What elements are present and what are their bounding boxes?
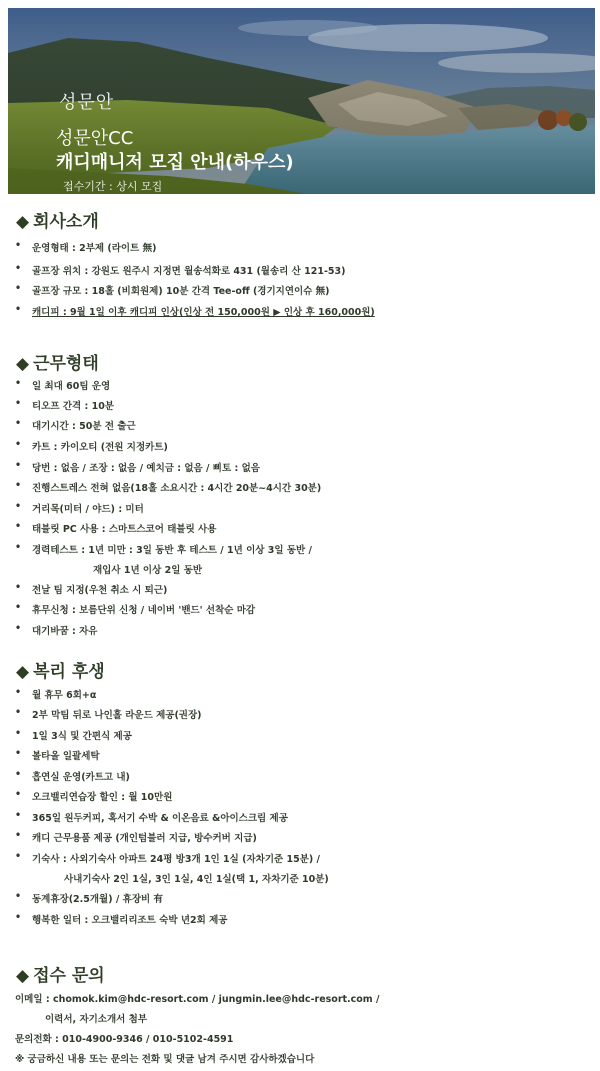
company-caddie-fee: 캐디피 : 9월 1일 이후 캐디피 인상(인상 전 150,000원 ▶ 인상 후 160,000원)	[32, 307, 375, 318]
section-title-contact: ◆ 접수 문의	[16, 966, 105, 986]
benefit-item: 동계휴장(2.5개월) / 휴장비 有	[32, 894, 163, 905]
section-title-work: ◆ 근무형태	[16, 354, 99, 374]
bullet-icon: •	[15, 891, 22, 902]
benefit-item: 365일 원두커피, 혹서기 수박 & 이온음료 &아이스크림 제공	[32, 813, 288, 824]
bullet-icon: •	[15, 378, 22, 389]
benefit-item: 행복한 일터 : 오크밸리리조트 숙박 년2회 제공	[32, 915, 228, 926]
bullet-icon: •	[15, 623, 22, 634]
diamond-icon: ◆	[16, 212, 30, 232]
work-item: 당번 : 없음 / 조장 : 없음 / 예치금 : 없음 / 삐토 : 없음	[32, 463, 260, 474]
benefit-item: 월 휴무 6회+α	[32, 690, 97, 701]
contact-note: ※ 궁금하신 내용 또는 문의는 전화 및 댓글 남겨 주시면 감사하겠습니다	[15, 1054, 315, 1065]
contact-email-attachments: 이력서, 자기소개서 첨부	[45, 1014, 147, 1025]
work-item: 휴무신청 : 보름단위 신청 / 네이버 '밴드' 선착순 마감	[32, 605, 256, 616]
work-item: 티오프 간격 : 10분	[32, 401, 115, 412]
bullet-icon: •	[15, 582, 22, 593]
bullet-icon: •	[15, 687, 22, 698]
recruitment-title: 캐디매니저 모집 안내(하우스)	[56, 152, 294, 173]
benefit-item: 흡연실 운영(카트고 내)	[32, 772, 130, 783]
work-item: 태블릿 PC 사용 : 스마트스코어 태블릿 사용	[32, 524, 217, 535]
bullet-icon: •	[15, 830, 22, 841]
bullet-icon: •	[15, 240, 22, 251]
bullet-icon: •	[15, 789, 22, 800]
bullet-icon: •	[15, 480, 22, 491]
diamond-icon: ◆	[16, 662, 30, 682]
benefit-item: 1일 3식 및 간편식 제공	[32, 731, 132, 742]
work-item: 거리목(미터 / 야드) : 미터	[32, 504, 144, 515]
work-item: 진행스트레스 전혀 없음(18홀 소요시간 : 4시간 20분~4시간 30분)	[32, 483, 322, 494]
diamond-icon: ◆	[16, 966, 30, 986]
work-item: 대기시간 : 50분 전 출근	[32, 421, 136, 432]
bullet-icon: •	[15, 501, 22, 512]
application-period: 접수기간 : 상시 모집	[63, 180, 163, 193]
bullet-icon: •	[15, 398, 22, 409]
resort-logo-text: 성문안	[59, 92, 115, 113]
contact-email[interactable]: 이메일 : chomok.kim@hdc-resort.com / jungmin.lee@hdc-resort.com /	[15, 994, 380, 1005]
company-operation-type: 운영형태 : 2부제 (라이트 無)	[32, 243, 157, 254]
course-name: 성문안CC	[56, 128, 134, 149]
work-item: 대기바꿈 : 자유	[32, 626, 98, 637]
bullet-icon: •	[15, 460, 22, 471]
benefit-item: 볼타올 일괄세탁	[32, 751, 100, 762]
work-item-cart: 카트 : 카이오티 (전원 지정카트)	[32, 442, 168, 453]
bullet-icon: •	[15, 912, 22, 923]
bullet-icon: •	[15, 439, 22, 450]
bullet-icon: •	[15, 748, 22, 759]
bullet-icon: •	[15, 728, 22, 739]
bullet-icon: •	[15, 851, 22, 862]
benefit-item: 캐디 근무용품 제공 (개인텀블러 지급, 방수커버 지급)	[32, 833, 257, 844]
work-item: 전날 팀 지정(우천 취소 시 퇴근)	[32, 585, 168, 596]
work-item-career-test: 경력테스트 : 1년 미만 : 3일 동반 후 테스트 / 1년 이상 3일 동반 /	[32, 545, 312, 556]
bullet-icon: •	[15, 263, 22, 274]
work-item: 일 최대 60팀 운영	[32, 381, 111, 392]
section-title-benefits: ◆ 복리 후생	[16, 662, 105, 682]
bullet-icon: •	[15, 418, 22, 429]
bullet-icon: •	[15, 521, 22, 532]
diamond-icon: ◆	[16, 354, 30, 374]
hero-banner	[8, 8, 595, 194]
benefit-item: 2부 막팀 뒤로 나인홀 라운드 제공(권장)	[32, 710, 202, 721]
company-scale: 골프장 규모 : 18홀 (비회원제) 10분 간격 Tee-off (경기지연이슈 無)	[32, 286, 330, 297]
section-title-company: ◆ 회사소개	[16, 212, 99, 232]
benefit-item-dormitory-cont: 사내기숙사 2인 1실, 3인 1실, 4인 1실(택 1, 자차기준 10분)	[64, 874, 329, 885]
bullet-icon: •	[15, 602, 22, 613]
bullet-icon: •	[15, 810, 22, 821]
contact-phone[interactable]: 문의전화 : 010-4900-9346 / 010-5102-4591	[15, 1034, 234, 1045]
bullet-icon: •	[15, 707, 22, 718]
bullet-icon: •	[15, 542, 22, 553]
benefit-item: 오크밸리연습장 할인 : 월 10만원	[32, 792, 173, 803]
benefit-item-dormitory: 기숙사 : 사외기숙사 아파트 24평 방3개 1인 1실 (자차기준 15분) /	[32, 854, 321, 865]
company-location: 골프장 위치 : 강원도 원주시 지정면 월송석화로 431 (월송리 산 121-53)	[32, 266, 346, 277]
bullet-icon: •	[15, 769, 22, 780]
work-item-career-test-cont: 재입사 1년 이상 2일 동반	[93, 565, 203, 576]
bullet-icon: •	[15, 283, 22, 294]
bullet-icon: •	[15, 304, 22, 315]
